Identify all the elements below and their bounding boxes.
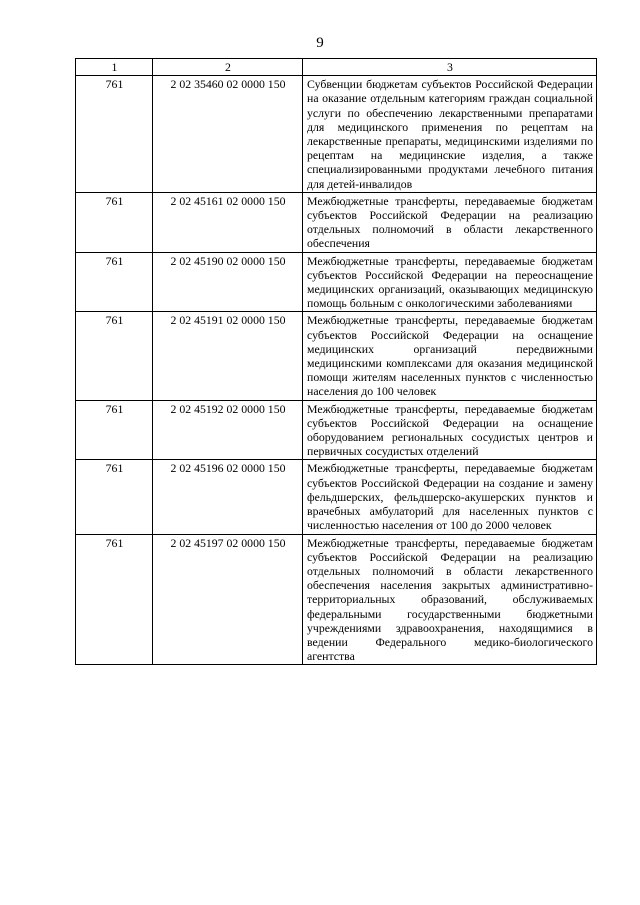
table-row <box>76 252 597 312</box>
revenue-codes-table <box>75 58 597 665</box>
description-cell: Межбюджетные трансферты, передаваемые бюджетам субъектов Российской Федерации на реализацию отдельных полномочий в области лекарственного обеспечения <box>303 192 597 252</box>
table-row <box>76 460 597 534</box>
page-number: 9 <box>316 35 324 51</box>
description-cell: Межбюджетные трансферты, передаваемые бюджетам субъектов Российской Федерации на оснащение оборудованием региональных сосудистых центров и первичных сосудистых отделений <box>303 400 597 460</box>
admin-code-cell: 761 <box>76 534 153 665</box>
column-header-1: 1 <box>76 59 153 76</box>
budget-code-cell: 2 02 45190 02 0000 150 <box>153 252 303 312</box>
budget-code-cell: 2 02 35460 02 0000 150 <box>153 76 303 193</box>
table-header-row <box>76 59 597 76</box>
admin-code-cell: 761 <box>76 252 153 312</box>
admin-code-cell: 761 <box>76 400 153 460</box>
table-row <box>76 76 597 193</box>
table-row <box>76 312 597 400</box>
admin-code-cell: 761 <box>76 76 153 193</box>
description-cell: Межбюджетные трансферты, передаваемые бюджетам субъектов Российской Федерации на переоснащение медицинских организаций, оказывающих медицинскую помощь больным с онкологическими заболеваниями <box>303 252 597 312</box>
table-row <box>76 534 597 665</box>
description-cell: Межбюджетные трансферты, передаваемые бюджетам субъектов Российской Федерации на создание и замену фельдшерских, фельдшерско-акушерских пунктов и врачебных амбулаторий для населенных пунктов с численностью населения от 100 до 2000 человек <box>303 460 597 534</box>
budget-code-cell: 2 02 45192 02 0000 150 <box>153 400 303 460</box>
description-cell: Межбюджетные трансферты, передаваемые бюджетам субъектов Российской Федерации на реализацию отдельных полномочий в области лекарственного обеспечения населения закрытых административно-территориальных образований, обслуживаемых федеральными государственными бюджетными учреждениями здравоохранения, находящимися в ведении Федерального медико-биологического агентства <box>303 534 597 665</box>
budget-code-cell: 2 02 45197 02 0000 150 <box>153 534 303 665</box>
admin-code-cell: 761 <box>76 192 153 252</box>
admin-code-cell: 761 <box>76 312 153 400</box>
budget-code-cell: 2 02 45161 02 0000 150 <box>153 192 303 252</box>
column-header-3: 3 <box>303 59 597 76</box>
table-row <box>76 400 597 460</box>
description-cell: Межбюджетные трансферты, передаваемые бюджетам субъектов Российской Федерации на оснащение медицинских организаций передвижными медицинскими комплексами для оказания медицинской помощи жителям населенных пунктов с численностью населения до 100 человек <box>303 312 597 400</box>
budget-code-cell: 2 02 45196 02 0000 150 <box>153 460 303 534</box>
column-header-2: 2 <box>153 59 303 76</box>
description-cell: Субвенции бюджетам субъектов Российской Федерации на оказание отдельным категориям граждан социальной услуги по обеспечению лекарственными препаратами для медицинского применения по рецептам на лекарственные препараты, медицинскими изделиями по рецептам на медицинские изделия, а также специализированными продуктами лечебного питания для детей-инвалидов <box>303 76 597 193</box>
admin-code-cell: 761 <box>76 460 153 534</box>
table-row <box>76 192 597 252</box>
budget-code-cell: 2 02 45191 02 0000 150 <box>153 312 303 400</box>
